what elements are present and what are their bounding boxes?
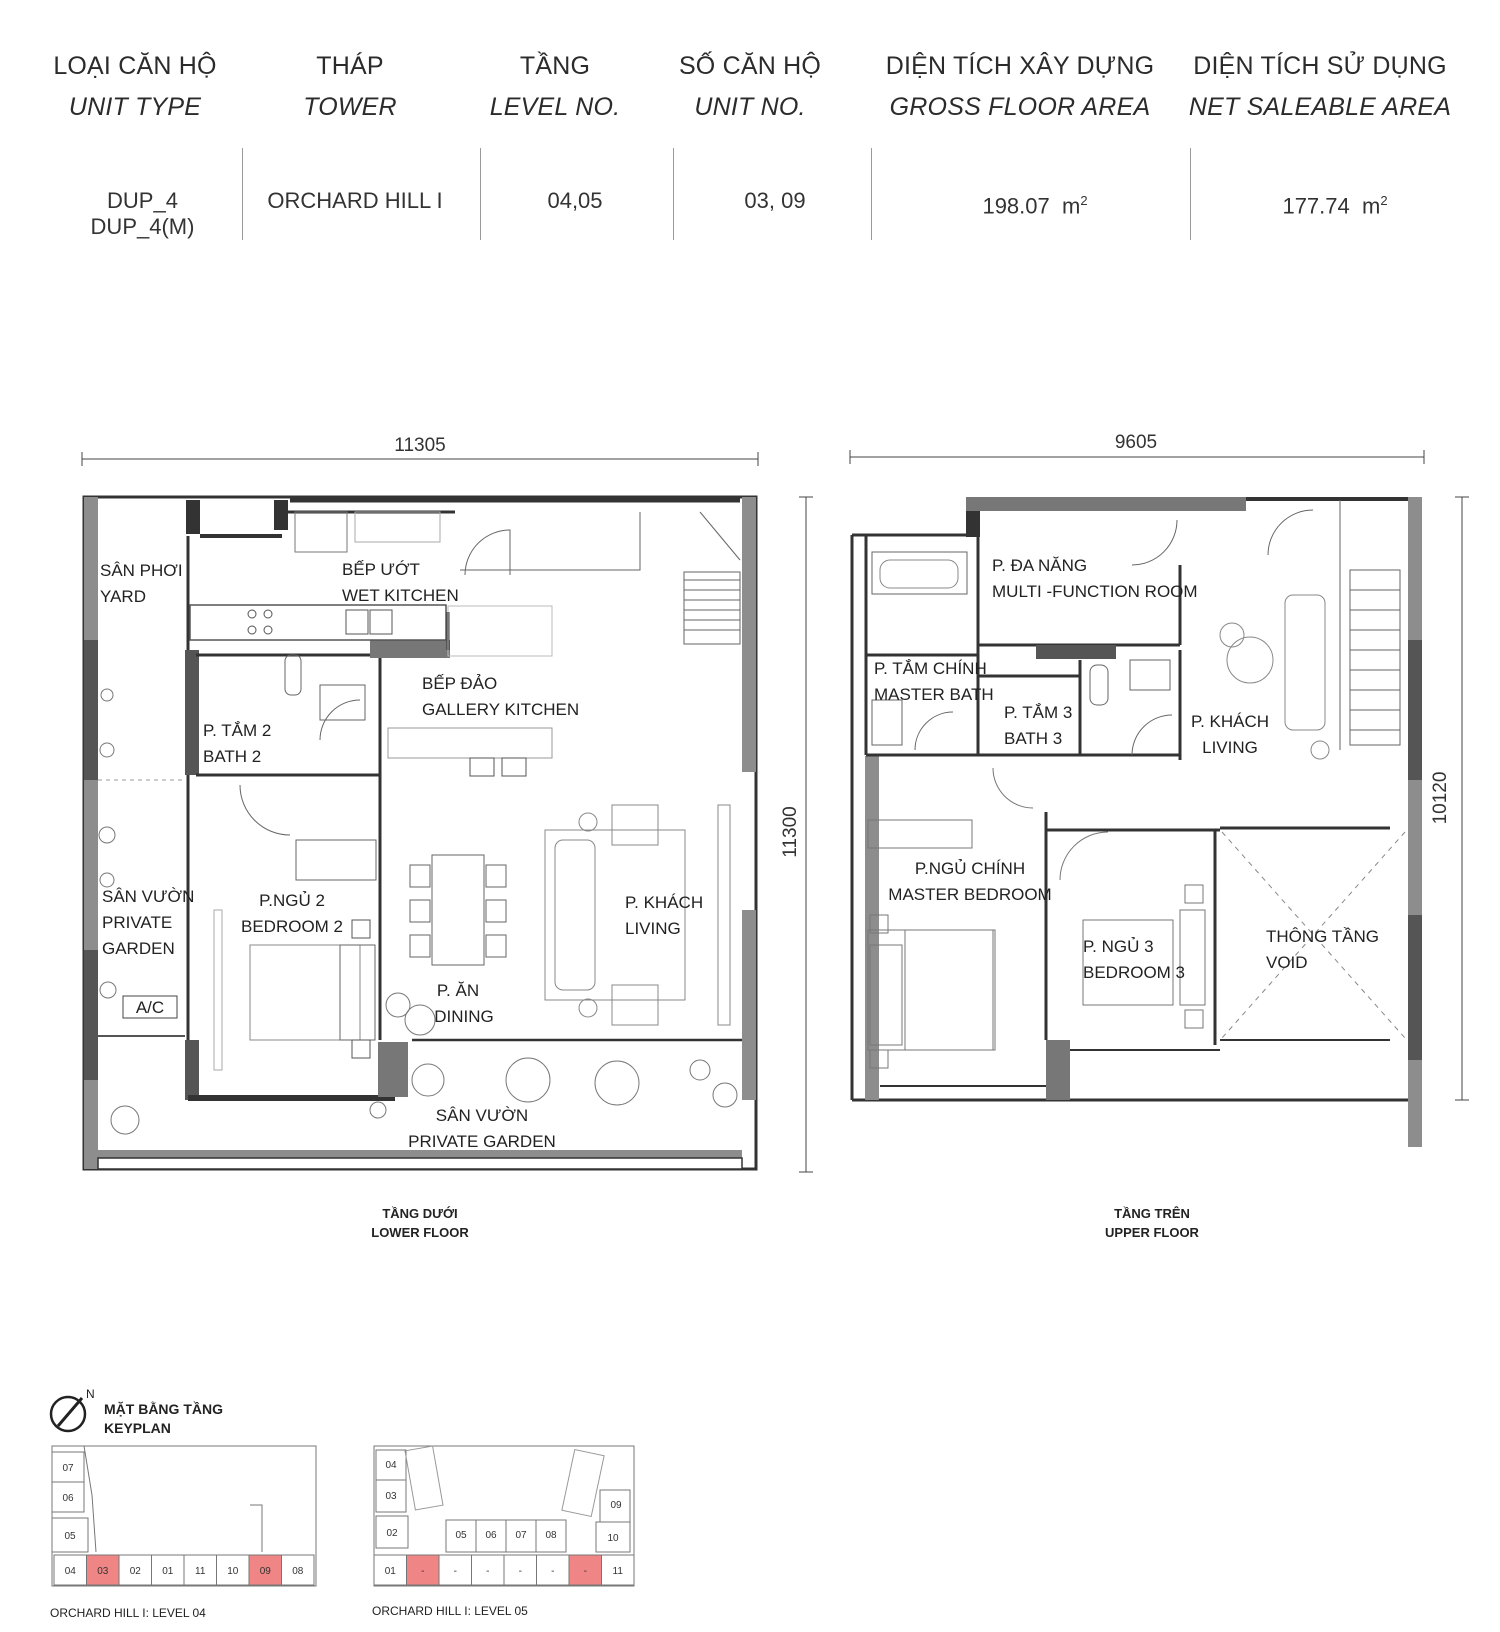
svg-text:SÂN VƯỜN: SÂN VƯỜN [102, 887, 195, 906]
svg-text:LOWER FLOOR: LOWER FLOOR [371, 1225, 469, 1240]
svg-text:KEYPLAN: KEYPLAN [104, 1420, 171, 1436]
svg-text:05: 05 [64, 1531, 76, 1542]
col-unit-type-header: LOẠI CĂN HỘ UNIT TYPE [53, 52, 217, 121]
lower-height-dimension [780, 497, 813, 1172]
svg-text:DINING: DINING [434, 1007, 494, 1026]
svg-text:TẦNG DƯỚI: TẦNG DƯỚI [382, 1206, 458, 1221]
tower-value: ORCHARD HILL I [267, 188, 443, 213]
keyplan-level-04 [50, 1446, 316, 1620]
svg-text:BEDROOM 2: BEDROOM 2 [240, 917, 344, 936]
svg-text:LIVING: LIVING [625, 919, 681, 938]
upper-width-dimension [850, 432, 1424, 464]
keyplan4-unit-label: 10 [227, 1566, 239, 1577]
level-value: 04,05 [547, 188, 603, 213]
upper-living-furniture [1220, 595, 1329, 759]
svg-text:9605: 9605 [1114, 432, 1158, 453]
svg-text:04: 04 [385, 1460, 397, 1471]
keyplan5-unit-label: - [518, 1566, 522, 1577]
upper-staircase [1268, 500, 1400, 750]
keyplan5-unit-label: - [583, 1566, 587, 1577]
dining-table [410, 855, 506, 965]
svg-text:02: 02 [386, 1528, 398, 1539]
svg-text:LIVING: LIVING [1202, 738, 1258, 757]
svg-text:11300: 11300 [780, 806, 801, 858]
svg-text:P. ĂN: P. ĂN [436, 981, 480, 1000]
svg-text:BATH 3: BATH 3 [1004, 729, 1063, 748]
svg-text:SÂN PHƠI: SÂN PHƠI [100, 561, 183, 580]
keyplan5-unit-label: - [453, 1566, 457, 1577]
col-net-area-header: DIỆN TÍCH SỬ DỤNG NET SALEABLE AREA [1188, 52, 1452, 121]
svg-text:A/C: A/C [135, 998, 165, 1017]
svg-text:PRIVATE: PRIVATE [102, 913, 173, 932]
svg-text:SÂN VƯỜN: SÂN VƯỜN [435, 1106, 529, 1125]
keyplan5-unit-label: 11 [612, 1566, 623, 1577]
svg-text:BATH 2: BATH 2 [203, 747, 262, 766]
svg-text:P. KHÁCH: P. KHÁCH [1190, 712, 1270, 731]
keyplan4-unit-label: 11 [195, 1566, 206, 1577]
keyplan4-unit-label: 01 [162, 1566, 174, 1577]
keyplan4-unit-label: 02 [129, 1566, 141, 1577]
lower-living-furniture [545, 805, 730, 1025]
svg-text:BẾP ƯỚT: BẾP ƯỚT [342, 560, 420, 579]
svg-text:05: 05 [455, 1530, 467, 1541]
svg-text:P. ĐA NĂNG: P. ĐA NĂNG [992, 556, 1088, 575]
north-arrow-icon [51, 1387, 95, 1431]
svg-text:THÔNG TẦNG: THÔNG TẦNG [1266, 927, 1380, 946]
svg-text:06: 06 [62, 1493, 74, 1504]
svg-text:P. TẮM CHÍNH: P. TẮM CHÍNH [874, 659, 987, 678]
svg-text:MULTI -FUNCTION ROOM: MULTI -FUNCTION ROOM [992, 582, 1198, 601]
svg-text:P. NGỦ 3: P. NGỦ 3 [1083, 937, 1154, 956]
svg-text:P. TẮM 2: P. TẮM 2 [203, 721, 272, 740]
svg-text:GALLERY KITCHEN: GALLERY KITCHEN [422, 700, 580, 719]
svg-text:11305: 11305 [394, 435, 446, 456]
svg-text:BẾP ĐẢO: BẾP ĐẢO [422, 674, 498, 693]
lower-staircase [460, 512, 740, 644]
svg-text:P.NGỦ 2: P.NGỦ 2 [259, 891, 325, 910]
svg-text:P. KHÁCH: P. KHÁCH [625, 893, 704, 912]
unit-type-value: DUP_4 DUP_4(M) [90, 188, 195, 239]
upper-height-dimension [1430, 497, 1469, 1100]
keyplan5-unit-label: - [421, 1566, 425, 1577]
svg-text:07: 07 [62, 1463, 74, 1474]
svg-text:MASTER BEDROOM: MASTER BEDROOM [888, 885, 1052, 904]
svg-text:07: 07 [515, 1530, 527, 1541]
keyplan4-unit-label: 03 [97, 1566, 109, 1577]
keyplan [50, 1387, 634, 1620]
svg-text:P. TẮM 3: P. TẮM 3 [1004, 703, 1073, 722]
keyplan5-unit-label: - [486, 1566, 490, 1577]
keyplan5-unit-label: - [551, 1566, 555, 1577]
keyplan4-unit-label: 04 [64, 1566, 76, 1577]
gross-area-value: 198.07 $m^2$ [982, 193, 1088, 219]
svg-text:MẶT BẰNG TẦNG: MẶT BẰNG TẦNG [104, 1401, 223, 1417]
svg-text:08: 08 [545, 1530, 557, 1541]
svg-text:MASTER BATH: MASTER BATH [874, 685, 994, 704]
lower-floor-plan [82, 435, 813, 1240]
svg-text:GARDEN: GARDEN [102, 939, 175, 958]
svg-text:09: 09 [610, 1500, 622, 1511]
svg-text:06: 06 [485, 1530, 497, 1541]
svg-text:TẦNG TRÊN: TẦNG TRÊN [1114, 1206, 1190, 1221]
svg-text:N: N [86, 1387, 95, 1401]
lower-width-dimension [82, 435, 758, 466]
col-gross-area-header: DIỆN TÍCH XÂY DỰNG GROSS FLOOR AREA [885, 52, 1155, 121]
keyplan4-unit-label: 08 [292, 1566, 304, 1577]
col-tower-header: THÁP TOWER [303, 52, 397, 121]
net-area-value: 177.74 $m^2$ [1282, 193, 1388, 219]
upper-floor-plan [850, 432, 1469, 1240]
unit-no-value: 03, 09 [744, 188, 806, 213]
bedroom3-furniture [1060, 832, 1205, 1028]
svg-text:BEDROOM 3: BEDROOM 3 [1083, 963, 1186, 982]
col-level-header: TẦNG LEVEL NO. [489, 52, 621, 121]
keyplan4-unit-label: 09 [259, 1566, 271, 1577]
svg-text:ORCHARD HILL I: LEVEL 05: ORCHARD HILL I: LEVEL 05 [372, 1604, 528, 1618]
svg-text:PRIVATE GARDEN: PRIVATE GARDEN [408, 1132, 556, 1151]
keyplan5-unit-label: 01 [384, 1566, 396, 1577]
svg-text:ORCHARD HILL I: LEVEL 04: ORCHARD HILL I: LEVEL 04 [50, 1606, 206, 1620]
svg-text:YARD: YARD [100, 587, 146, 606]
svg-text:WET KITCHEN: WET KITCHEN [342, 586, 459, 605]
svg-text:10120: 10120 [1430, 771, 1451, 825]
svg-text:VOID: VOID [1266, 953, 1308, 972]
master-bedroom-furniture [868, 768, 1033, 1068]
svg-text:10: 10 [607, 1533, 619, 1544]
svg-text:UPPER FLOOR: UPPER FLOOR [1105, 1225, 1199, 1240]
svg-text:03: 03 [385, 1491, 397, 1502]
svg-text:P.NGỦ CHÍNH: P.NGỦ CHÍNH [914, 859, 1026, 878]
keyplan-level-05 [372, 1446, 634, 1618]
col-unit-no-header: SỐ CĂN HỘ UNIT NO. [678, 52, 822, 121]
